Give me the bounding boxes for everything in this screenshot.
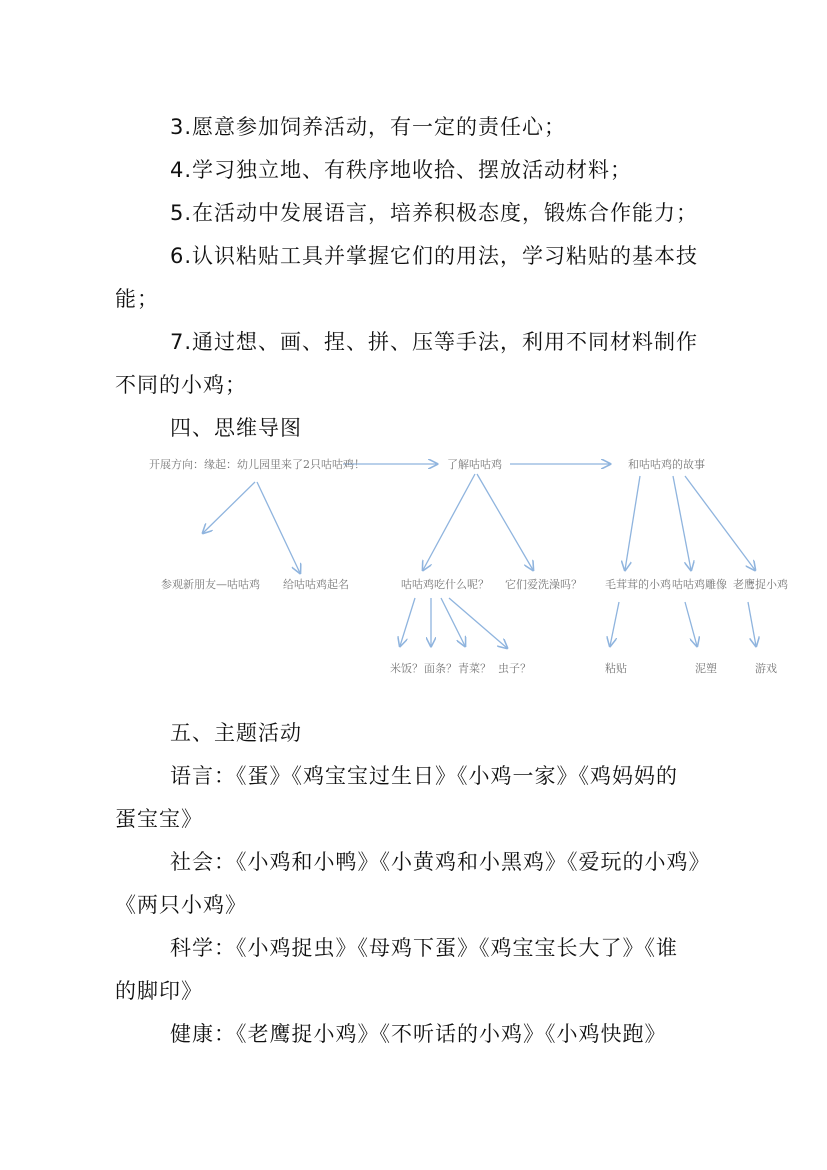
arrow-eat-rice	[400, 598, 415, 646]
node-rice: 米饭？	[390, 662, 423, 675]
arrow-story-fluffy	[625, 476, 640, 570]
objective-7: 7.通过想、画、捏、拼、压等手法，利用不同材料制作	[170, 330, 699, 354]
node-game: 游戏	[755, 662, 777, 675]
arrow-eagle-game	[748, 602, 756, 646]
node-paste: 粘贴	[605, 662, 627, 675]
objective-4: 4.学习独立地、有秩序地收拾、摆放活动材料；	[170, 158, 633, 182]
section-4-title: 四、思维导图	[170, 416, 302, 440]
activity-social-cont: 《两只小鸡》	[115, 893, 247, 917]
arrow-root-visit	[203, 482, 255, 533]
node-root: 开展方向：缘起：幼儿园里来了2只咕咕鸡！	[149, 458, 365, 471]
node-eagle: 老鹰捉小鸡	[733, 578, 788, 591]
node-story: 和咕咕鸡的故事	[628, 458, 705, 471]
arrow-root-naming	[257, 482, 300, 573]
activity-science-cont: 的脚印》	[115, 979, 203, 1003]
objective-6-cont: 能；	[115, 287, 159, 311]
node-visit: 参观新朋友—咕咕鸡	[161, 578, 260, 591]
arrow-sculpture-clay	[685, 602, 697, 646]
node-sculpture: 咕咕鸡雕像	[672, 578, 727, 591]
activity-language-cont: 蛋宝宝》	[115, 807, 203, 831]
objective-6: 6.认识粘贴工具并掌握它们的用法，学习粘贴的基本技	[170, 244, 699, 268]
node-naming: 给咕咕鸡起名	[283, 578, 349, 591]
arrow-fluffy-paste	[610, 602, 619, 646]
activity-social: 社会：《小鸡和小鸭》《小黄鸡和小黑鸡》《爱玩的小鸡》	[170, 850, 711, 874]
node-noodle: 面条？	[424, 662, 457, 675]
objective-3: 3.愿意参加饲养活动，有一定的责任心；	[170, 115, 567, 139]
objective-5: 5.在活动中发展语言，培养积极态度，锻炼合作能力；	[170, 201, 699, 225]
activity-science: 科学：《小鸡捉虫》《母鸡下蛋》《鸡宝宝长大了》《谁	[170, 936, 678, 960]
activity-language: 语言：《蛋》《鸡宝宝过生日》《小鸡一家》《鸡妈妈的	[170, 764, 678, 788]
arrow-eat-veg	[441, 598, 465, 646]
arrow-learn-eat	[423, 474, 475, 570]
node-bug: 虫子？	[498, 662, 531, 675]
arrow-eat-bug	[449, 598, 507, 648]
mind-map	[115, 448, 795, 688]
node-fluffy: 毛茸茸的小鸡	[605, 578, 671, 591]
arrow-story-sculpture	[673, 476, 691, 570]
node-clay: 泥塑	[695, 662, 717, 675]
node-eat: 咕咕鸡吃什么呢？	[401, 578, 489, 591]
objective-7-cont: 不同的小鸡；	[115, 373, 247, 397]
node-veg: 青菜？	[458, 662, 491, 675]
activity-health: 健康：《老鹰捉小鸡》《不听话的小鸡》《小鸡快跑》	[170, 1022, 667, 1046]
arrow-learn-bath	[477, 474, 533, 570]
node-bath: 它们爱洗澡吗？	[505, 578, 582, 591]
section-5-title: 五、主题活动	[170, 721, 302, 745]
arrow-story-eagle	[685, 476, 755, 570]
node-learn: 了解咕咕鸡	[447, 458, 502, 471]
